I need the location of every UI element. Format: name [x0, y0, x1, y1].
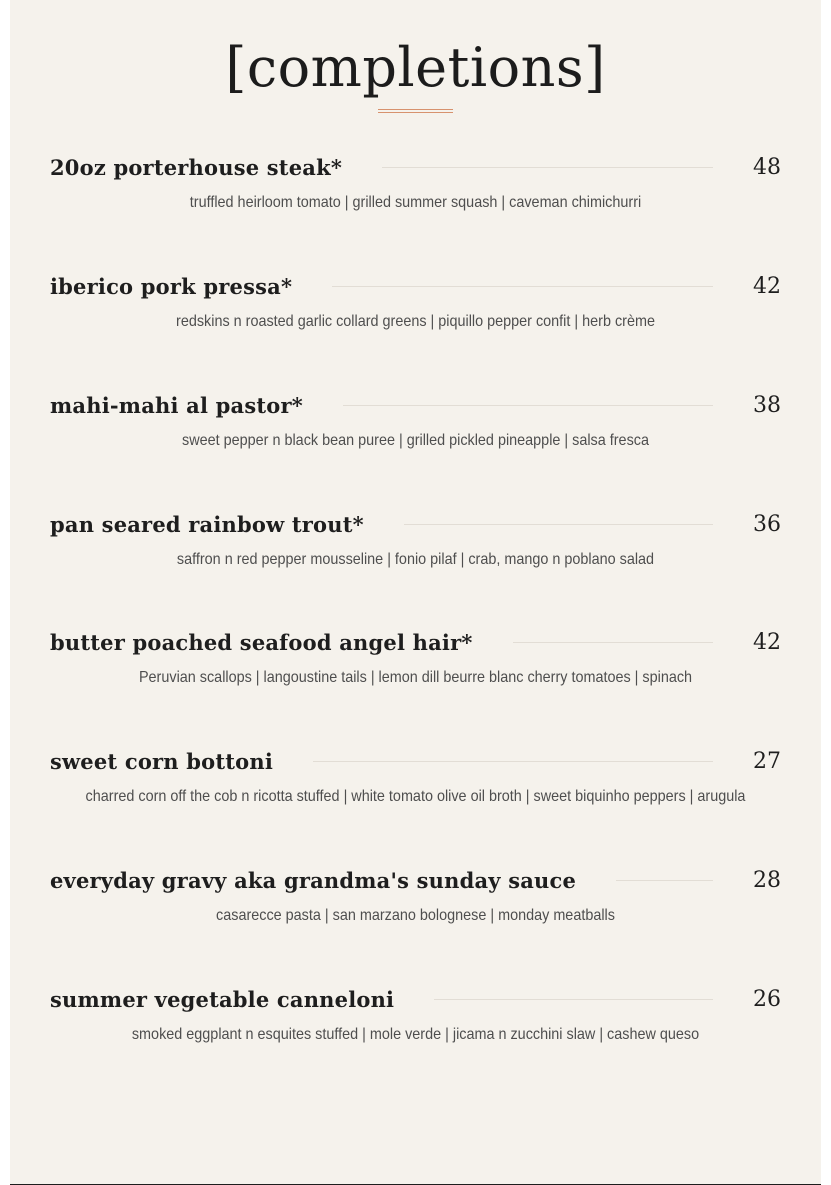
menu-item-header [50, 627, 781, 657]
menu-item-name: pan seared rainbow trout* [50, 511, 364, 537]
menu-item-description: truffled heirloom tomato | grilled summer squash | caveman chimichurri [189, 194, 642, 211]
menu-item-description: saffron n red pepper mousseline | fonio pilaf | crab, mango n poblano salad [176, 551, 655, 568]
menu-item [10, 865, 821, 975]
menu-item-name: butter poached seafood angel hair* [50, 629, 473, 655]
menu-item-price: 42 [753, 629, 781, 655]
menu-item-name: 20oz porterhouse steak* [50, 154, 343, 180]
menu-item-name: mahi-mahi al pastor* [50, 392, 303, 418]
menu-item-description: charred corn off the cob n ricotta stuffed | white tomato olive oil broth | sweet biquinho peppers | arugula [85, 788, 746, 805]
menu-item-name: sweet corn bottoni [50, 748, 274, 774]
leader-line [434, 999, 713, 1000]
menu-item-price: 27 [753, 748, 781, 774]
menu-item [10, 509, 821, 619]
leader-line [332, 286, 713, 287]
menu-item-price: 36 [753, 511, 781, 537]
menu-title: [completions] [225, 36, 606, 99]
menu-item-price: 42 [753, 273, 781, 299]
menu-item-price: 26 [753, 986, 781, 1012]
menu-item-description: redskins n roasted garlic collard greens | piquillo pepper confit | herb crème [176, 313, 655, 330]
menu-item-name: summer vegetable canneloni [50, 986, 395, 1012]
menu-item-price: 28 [753, 867, 781, 893]
menu-item-price: 48 [753, 154, 781, 180]
leader-line [343, 405, 713, 406]
menu-item-description: sweet pepper n black bean puree | grilled pickled pineapple | salsa fresca [182, 432, 649, 449]
menu-item-header [50, 271, 781, 301]
menu-item-description: Peruvian scallops | langoustine tails | lemon dill beurre blanc cherry tomatoes | spinach [138, 669, 693, 686]
leader-line [404, 524, 713, 525]
menu-item-header [50, 746, 781, 776]
menu-item [10, 627, 821, 737]
menu-item-price: 38 [753, 392, 781, 418]
menu-item-header [50, 390, 781, 420]
menu-item [10, 271, 821, 381]
menu-item-header [50, 509, 781, 539]
menu-item-description: smoked eggplant n esquites stuffed | mole verde | jicama n zucchini slaw | cashew queso [131, 1026, 700, 1043]
menu-item-name: everyday gravy aka grandma's sunday sauce [50, 867, 577, 893]
menu-item [10, 984, 821, 1094]
menu-item-header [50, 984, 781, 1014]
leader-line [313, 761, 713, 762]
leader-line [513, 642, 713, 643]
menu-item-description: casarecce pasta | san marzano bolognese | monday meatballs [216, 907, 615, 924]
menu-item-name: iberico pork pressa* [50, 273, 293, 299]
menu-item [10, 390, 821, 500]
leader-line [382, 167, 713, 168]
leader-line [616, 880, 713, 881]
menu-page [10, 0, 821, 1185]
menu-item [10, 746, 821, 856]
menu-item [10, 152, 821, 262]
menu-item-header [50, 865, 781, 895]
menu-item-header [50, 152, 781, 182]
title-divider [378, 109, 453, 113]
